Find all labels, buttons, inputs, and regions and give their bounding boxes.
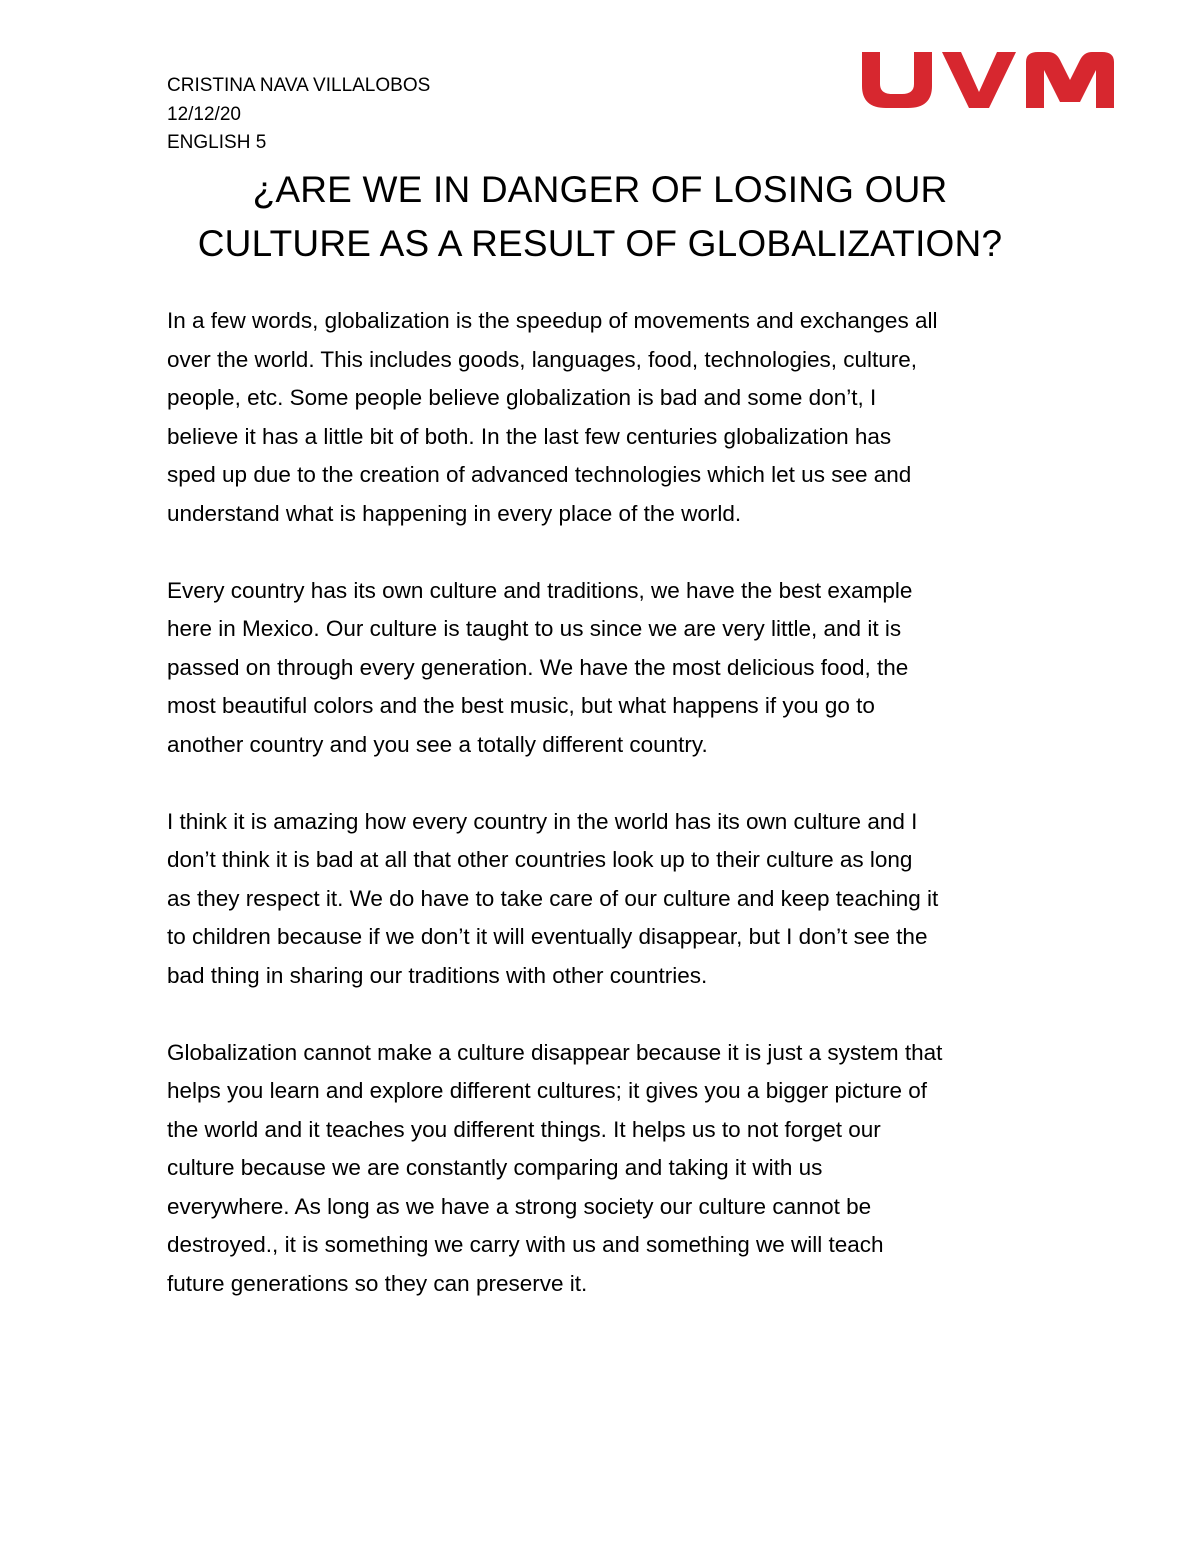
document-header	[167, 72, 430, 158]
course-name: ENGLISH 5	[167, 132, 267, 153]
paragraph-1	[167, 302, 1047, 533]
paragraph-3	[167, 803, 1047, 996]
uvm-logo	[858, 48, 1116, 110]
paragraph-4	[167, 1034, 1047, 1304]
text-line: Globalization cannot make a culture disappear because it is just a system that	[167, 1039, 943, 1065]
title-line: CULTURE AS A RESULT OF GLOBALIZATION?	[197, 223, 1003, 264]
text-line: as they respect it. We do have to take care of our culture and keep teaching it	[167, 885, 939, 911]
title-line: ¿ARE WE IN DANGER OF LOSING OUR	[252, 169, 948, 210]
text-line: the world and it teaches you different things. It helps us to not forget our	[167, 1116, 881, 1142]
text-line: people, etc. Some people believe globalization is bad and some don’t, I	[167, 385, 877, 410]
text-line: culture because we are constantly comparing and taking it with us	[167, 1155, 823, 1180]
text-line: to children because if we don’t it will eventually disappear, but I don’t see the	[167, 924, 928, 949]
document-date: 12/12/20	[167, 103, 241, 125]
text-line: passed on through every generation. We have the most delicious food, the	[167, 654, 909, 680]
text-line: here in Mexico. Our culture is taught to us since we are very little, and it is	[167, 616, 902, 641]
text-line: understand what is happening in every place of the world.	[167, 500, 742, 526]
document-title	[120, 163, 1080, 271]
text-line: don’t think it is bad at all that other countries look up to their culture as long	[167, 847, 913, 872]
text-line: destroyed., it is something we carry with us and something we will teach	[167, 1232, 884, 1257]
author-name: CRISTINA NAVA VILLALOBOS	[167, 75, 431, 96]
text-line: Every country has its own culture and traditions, we have the best example	[167, 577, 913, 603]
text-line: In a few words, globalization is the speedup of movements and exchanges all	[167, 308, 938, 333]
text-line: helps you learn and explore different cultures; it gives you a bigger picture of	[167, 1078, 928, 1103]
text-line: most beautiful colors and the best music, but what happens if you go to	[167, 693, 875, 718]
paragraph-2	[167, 572, 1047, 765]
text-line: sped up due to the creation of advanced technologies which let us see and	[167, 462, 912, 487]
text-line: I think it is amazing how every country in the world has its own culture and I	[167, 808, 918, 834]
text-line: everywhere. As long as we have a strong society our culture cannot be	[167, 1193, 872, 1219]
text-line: future generations so they can preserve it.	[167, 1270, 588, 1296]
text-line: bad thing in sharing our traditions with other countries.	[167, 962, 708, 988]
text-line: another country and you see a totally different country.	[167, 731, 708, 757]
text-line: believe it has a little bit of both. In the last few centuries globalization has	[167, 423, 892, 449]
text-line: over the world. This includes goods, languages, food, technologies, culture,	[167, 346, 918, 372]
document-body	[167, 302, 1047, 1342]
